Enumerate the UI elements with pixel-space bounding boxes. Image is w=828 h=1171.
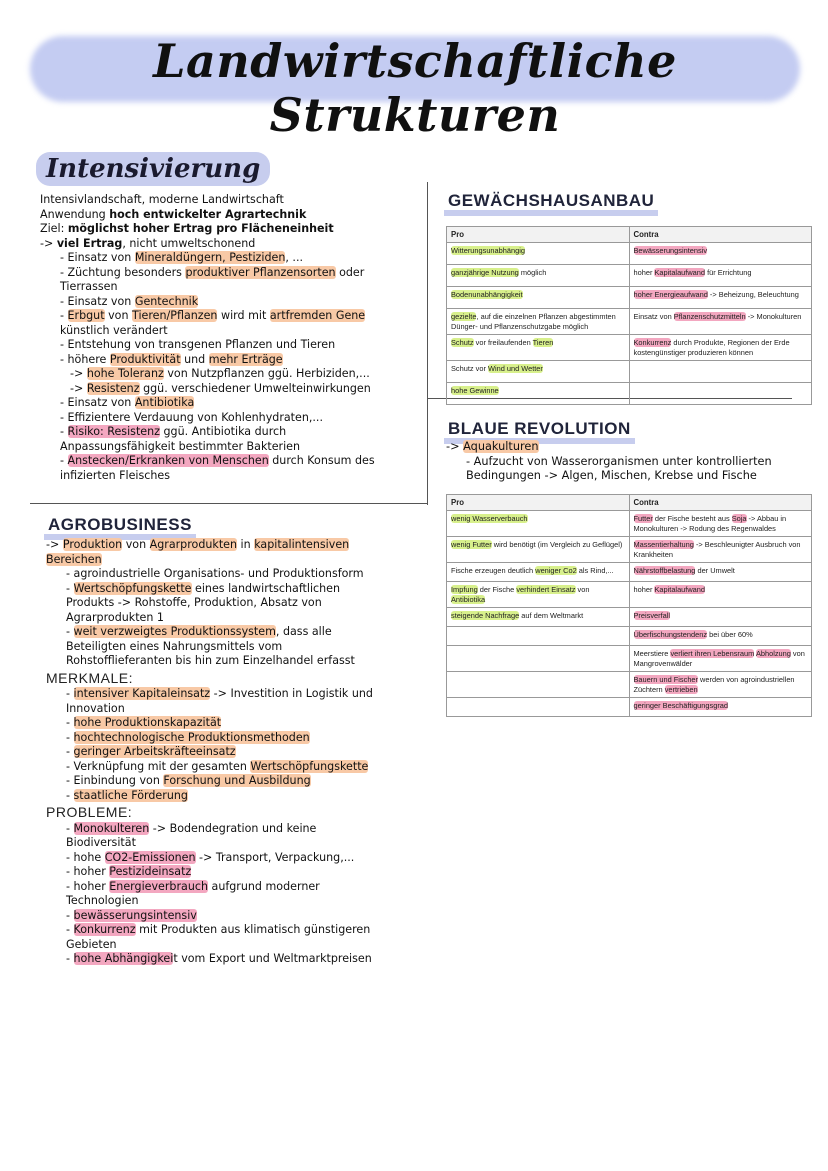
probleme-list xyxy=(46,822,373,967)
note-line xyxy=(46,553,373,568)
table-row xyxy=(447,646,812,672)
highlighted-text: vertrieben xyxy=(664,684,698,694)
note-line xyxy=(46,851,373,866)
text: - xyxy=(66,716,74,729)
highlighted-text: Forschung und Ausbildung xyxy=(163,774,311,787)
text: -> Beschleunigter Ausbruch von Krankheiten xyxy=(633,540,801,559)
text: Beteiligten eines Nahrungsmittels vom xyxy=(66,639,283,653)
note-line xyxy=(40,411,375,426)
cell-contra xyxy=(629,287,812,309)
highlighted-text: Monokulteren xyxy=(73,821,150,835)
table-row xyxy=(447,265,812,287)
section-heading-intensivierung: Intensivierung xyxy=(36,152,270,186)
note-line xyxy=(46,789,373,804)
text: von Mangrovenwälder xyxy=(633,649,805,668)
highlighted-text: Tieren/Pflanzen xyxy=(132,309,218,322)
text: Fische erzeugen deutlich xyxy=(451,566,536,575)
text: von Nutzpflanzen ggü. Herbiziden,... xyxy=(163,367,370,380)
note-line xyxy=(40,353,375,368)
text: Anwendung xyxy=(40,207,110,221)
table-row xyxy=(447,537,812,563)
highlighted-text: Risiko: Resistenz xyxy=(67,425,160,438)
highlighted-text: Antibiotika xyxy=(134,396,195,409)
text: ggü. verschiedener Umwelteinwirkungen xyxy=(139,381,371,395)
merkmale-list xyxy=(46,687,373,803)
cell-pro xyxy=(447,537,630,563)
highlighted-text: Kapitalaufwand xyxy=(654,268,706,277)
note-line xyxy=(46,923,373,938)
note-line xyxy=(46,538,373,553)
table-row xyxy=(447,608,812,627)
highlighted-text: Preisverfall xyxy=(633,611,671,620)
cell-contra xyxy=(629,511,812,537)
note-line xyxy=(40,382,375,397)
highlighted-text: Resistenz xyxy=(86,381,140,395)
highlighted-text: Wertschöpfungskette xyxy=(73,581,192,595)
cell-contra xyxy=(629,383,812,405)
highlighted-text: geringer Beschäftigungsgrad xyxy=(633,701,728,710)
highlighted-text: Gentechnik xyxy=(134,294,199,308)
cell-contra xyxy=(629,698,812,717)
text: Rohstofflieferanten bis hin zum Einzelhandel erfasst xyxy=(66,654,355,667)
highlighted-text: hohe Abhängigkei xyxy=(73,952,174,965)
divider-vertical xyxy=(427,182,428,505)
text: - hohe xyxy=(66,850,105,864)
table-row xyxy=(447,243,812,265)
text: von xyxy=(122,538,150,551)
note-line xyxy=(40,396,375,411)
highlighted-text: Bewässerungsintensiv xyxy=(633,246,708,255)
column-header-contra: Contra xyxy=(629,495,812,511)
note-line xyxy=(446,455,772,470)
text: ggü. Antibiotika durch xyxy=(159,425,287,438)
highlighted-text: Erbgut xyxy=(67,309,105,322)
text: , dass alle xyxy=(275,625,332,638)
note-line xyxy=(40,280,375,295)
page-title: Landwirtschaftliche Strukturen xyxy=(153,34,677,142)
title-banner xyxy=(30,30,800,142)
cell-contra xyxy=(629,582,812,608)
text: - Einbindung von xyxy=(66,774,164,787)
text: aufgrund moderner xyxy=(208,879,320,893)
text: mit Produkten aus klimatisch günstigeren xyxy=(135,923,371,936)
cell-pro xyxy=(447,287,630,309)
highlighted-text: verhindert Einsatz xyxy=(516,585,576,594)
cell-pro xyxy=(447,646,630,672)
text: der Fische besteht aus xyxy=(652,514,732,523)
highlighted-text: Pestizideinsatz xyxy=(109,865,192,878)
highlighted-text: Produktivität xyxy=(109,352,181,366)
table-row xyxy=(447,309,812,335)
highlighted-text: Bereichen xyxy=(46,552,102,566)
note-line xyxy=(46,702,373,717)
highlighted-text: Abholzung xyxy=(755,649,791,658)
cell-contra xyxy=(629,537,812,563)
highlighted-text: Anstecken/Erkranken von Menschen xyxy=(67,454,269,467)
table-header-row xyxy=(447,227,812,243)
text: -> Abbau in Monokulturen -> Rodung des Regenwaldes xyxy=(633,514,787,533)
table-row xyxy=(447,627,812,646)
cell-contra xyxy=(629,646,812,672)
table-row xyxy=(447,287,812,309)
cell-contra xyxy=(629,608,812,627)
highlighted-text: Witterungsunabhängig xyxy=(451,246,525,255)
cell-contra xyxy=(629,243,812,265)
text: - Entstehung von transgenen Pflanzen und Tieren xyxy=(60,338,336,351)
highlighted-text: weit verzweigtes Produktionssystem xyxy=(73,625,276,638)
highlighted-text: Konkurrenz xyxy=(73,923,136,936)
note-line xyxy=(46,760,373,775)
cell-contra xyxy=(629,361,812,383)
text: Innovation xyxy=(66,701,125,715)
table-row xyxy=(447,335,812,361)
highlighted-text: Aquakulturen xyxy=(463,440,539,453)
note-line xyxy=(46,596,373,611)
cell-pro xyxy=(447,672,630,698)
text: der Umwelt xyxy=(695,566,735,575)
highlighted-text: weniger Co2 xyxy=(535,566,577,575)
text: - xyxy=(66,687,74,700)
cell-pro xyxy=(447,335,630,361)
note-line xyxy=(46,952,373,967)
note-line xyxy=(46,938,373,953)
text: - xyxy=(66,625,74,638)
divider-horizontal-left xyxy=(30,503,428,504)
highlighted-text: intensiver Kapitaleinsatz xyxy=(73,687,211,700)
cell-contra xyxy=(629,265,812,287)
note-line xyxy=(46,836,373,851)
note-line xyxy=(40,367,375,382)
highlighted-text: steigende Nachfrage xyxy=(451,611,520,620)
table-row xyxy=(447,582,812,608)
text: -> Transport, Verpackung,... xyxy=(195,850,355,864)
highlighted-text: Soja xyxy=(731,514,747,523)
highlighted-text: Schutz xyxy=(451,338,474,347)
note-line xyxy=(40,266,375,281)
text: -> xyxy=(70,367,87,380)
cell-pro xyxy=(447,243,630,265)
cell-pro xyxy=(447,309,630,335)
text: -> Investition in Logistik und xyxy=(210,687,373,700)
highlighted-text: viel Ertrag xyxy=(56,236,123,250)
note-line xyxy=(46,716,373,731)
probleme-heading: PROBLEME: xyxy=(46,804,133,820)
text: Technologien xyxy=(66,894,139,907)
note-line xyxy=(46,745,373,760)
table-row xyxy=(447,563,812,582)
note-line xyxy=(46,774,373,789)
text: - Effizientere Verdauung von Kohlenhydraten,... xyxy=(60,410,323,424)
text: durch Konsum des xyxy=(268,454,375,467)
note-line xyxy=(46,894,373,909)
blaue-revolution-notes xyxy=(446,440,772,484)
note-line xyxy=(40,454,375,469)
note-line xyxy=(46,822,373,837)
text: Tierrassen xyxy=(60,280,118,293)
note-line xyxy=(46,582,373,597)
highlighted-text: hohe Produktionskapazität xyxy=(73,716,222,729)
highlighted-text: Nährstoffbelastung xyxy=(633,566,696,575)
highlighted-text: CO2-Emissionen xyxy=(104,850,196,864)
text: -> Bodendegration und keine xyxy=(149,821,317,835)
text: von xyxy=(104,309,133,322)
text: oder xyxy=(335,265,365,279)
highlighted-text: Massentierhaltung xyxy=(633,540,694,549)
cell-pro xyxy=(447,582,630,608)
cell-pro xyxy=(447,698,630,717)
highlighted-text: Antibiotika xyxy=(451,594,486,604)
note-line xyxy=(40,324,375,339)
text: - xyxy=(66,821,74,835)
highlighted-text: Überfischungstendenz xyxy=(633,630,708,639)
cell-pro xyxy=(447,563,630,582)
text: Schutz vor xyxy=(451,364,488,373)
text: - xyxy=(60,309,68,322)
note-line xyxy=(46,611,373,626)
text: - Verknüpfung mit der gesamten xyxy=(66,759,251,773)
text: bei über 60% xyxy=(707,630,753,639)
text: - xyxy=(66,581,74,595)
text: - xyxy=(60,425,68,438)
highlighted-text: bewässerungsintensiv xyxy=(73,908,197,922)
highlighted-text: hohe Toleranz xyxy=(86,367,164,380)
text: - xyxy=(66,745,74,758)
note-line xyxy=(46,687,373,702)
highlighted-text: Tieren xyxy=(532,338,554,347)
note-line xyxy=(46,567,373,582)
text: durch Produkte, Regionen der Erde kostengünstiger produzieren können xyxy=(633,338,790,357)
text: Anpassungsfähigkeit bestimmter Bakterien xyxy=(60,439,301,453)
note-line xyxy=(446,440,772,455)
highlighted-text: hoher Energieaufwand xyxy=(633,290,708,299)
cell-contra xyxy=(629,335,812,361)
text: infizierten Fleisches xyxy=(60,468,171,482)
highlighted-text: Pflanzenschutzmitteln xyxy=(673,312,746,321)
text: - Einsatz von xyxy=(60,396,135,409)
section-heading-agrobusiness: AGROBUSINESS xyxy=(44,516,196,540)
highlighted-text: Wind und Wetter xyxy=(487,364,543,373)
intensivierung-notes xyxy=(40,193,375,483)
highlighted-text: Mineraldüngern, Pestiziden xyxy=(134,251,286,264)
note-line xyxy=(40,193,375,208)
note-line xyxy=(46,625,373,640)
note-line xyxy=(40,208,375,223)
text: - Einsatz von xyxy=(60,294,135,308)
note-line xyxy=(40,237,375,252)
highlighted-text: hoch entwickelter Agrartechnik xyxy=(109,207,307,221)
text: - hoher xyxy=(66,865,110,878)
note-line xyxy=(40,222,375,237)
text: - xyxy=(66,923,74,936)
text: - Züchtung besonders xyxy=(60,265,186,279)
note-line xyxy=(46,731,373,746)
text: hoher xyxy=(633,585,655,594)
text: -> Monokulturen xyxy=(745,312,802,321)
text: - Einsatz von xyxy=(60,251,135,264)
text: -> xyxy=(70,381,87,395)
agrobusiness-notes xyxy=(46,538,373,967)
text: - Aufzucht von Wasserorganismen unter kontrollierten xyxy=(466,454,772,468)
highlighted-text: Konkurrenz xyxy=(633,338,672,347)
table-row xyxy=(447,361,812,383)
text: Biodiversität xyxy=(66,836,136,849)
highlighted-text: Wertschöpfungskette xyxy=(250,759,369,773)
section-heading-gewaechshausanbau: GEWÄCHSHAUSANBAU xyxy=(444,192,658,216)
text: - hoher xyxy=(66,879,110,893)
text: -> xyxy=(46,538,63,551)
column-header-pro: Pro xyxy=(447,495,630,511)
highlighted-text: staatliche Förderung xyxy=(73,788,188,802)
note-line xyxy=(40,309,375,324)
text: und xyxy=(180,352,209,366)
highlighted-text: ganzjährige Nutzung xyxy=(451,268,519,277)
text: Produkts -> Rohstoffe, Produktion, Absatz von xyxy=(66,596,322,609)
text: Meerstiere xyxy=(633,649,671,658)
cell-pro xyxy=(447,511,630,537)
text: , auf die einzelnen Pflanzen abgestimmten Dünger- und Pflanzenschutzgabe möglich xyxy=(451,312,616,331)
note-line xyxy=(46,640,373,655)
table-row xyxy=(447,383,812,405)
cell-pro xyxy=(447,383,630,405)
highlighted-text: geringer Arbeitskräfteeinsatz xyxy=(73,745,236,758)
text: Intensivlandschaft, moderne Landwirtschaft xyxy=(40,193,284,206)
cell-contra xyxy=(629,672,812,698)
gewaechshaus-table xyxy=(446,226,812,405)
note-line xyxy=(40,295,375,310)
cell-pro xyxy=(447,627,630,646)
text: hoher xyxy=(633,268,655,277)
text: -> Beheizung, Beleuchtung xyxy=(707,290,799,299)
highlighted-text: möglichst hoher Ertrag pro Flächeneinheit xyxy=(67,222,334,235)
table-row xyxy=(447,511,812,537)
highlighted-text: artfremden Gene xyxy=(269,309,366,322)
note-line xyxy=(46,909,373,924)
highlighted-text: Futter xyxy=(633,514,653,523)
text: - höhere xyxy=(60,352,110,366)
cell-contra xyxy=(629,563,812,582)
text: in xyxy=(237,538,255,551)
text: t vom Export und Weltmarktpreisen xyxy=(173,952,372,965)
highlighted-text: Agrarprodukten xyxy=(149,538,238,551)
section-heading-blaue-revolution: BLAUE REVOLUTION xyxy=(444,420,635,444)
note-line xyxy=(40,251,375,266)
table-header-row xyxy=(447,495,812,511)
blaue-revolution-table xyxy=(446,494,812,717)
highlighted-text: Bodenunabhängigkeit xyxy=(451,290,523,299)
text: Agrarprodukten 1 xyxy=(66,610,164,624)
highlighted-text: Produktion xyxy=(62,538,123,551)
text: - xyxy=(60,454,68,467)
cell-contra xyxy=(629,627,812,646)
cell-contra xyxy=(629,309,812,335)
text: möglich xyxy=(518,268,547,277)
note-line xyxy=(40,425,375,440)
text: , ... xyxy=(285,251,303,264)
text: -> xyxy=(40,236,57,250)
text: Ziel: xyxy=(40,222,68,235)
text: -> xyxy=(446,440,464,453)
highlighted-text: gezielte xyxy=(451,312,477,321)
highlighted-text: Impfung xyxy=(451,585,478,594)
highlighted-text: hohe Gewinne xyxy=(451,386,499,395)
text: wird mit xyxy=(217,309,270,322)
highlighted-text: verliert ihren Lebensraum xyxy=(670,649,755,658)
note-line xyxy=(40,469,375,484)
text: vor freilaufenden xyxy=(473,338,533,347)
text: - xyxy=(66,730,74,744)
highlighted-text: wenig Wasserverbauch xyxy=(451,514,528,523)
highlighted-text: hochtechnologische Produktionsmethoden xyxy=(73,730,310,744)
text: künstlich verändert xyxy=(60,323,168,337)
note-line xyxy=(446,469,772,484)
text: - agroindustrielle Organisations- und Produktionsform xyxy=(66,567,364,580)
column-header-pro: Pro xyxy=(447,227,630,243)
text: , nicht umweltschonend xyxy=(122,236,256,250)
cell-pro xyxy=(447,608,630,627)
note-line xyxy=(40,440,375,455)
note-line xyxy=(46,880,373,895)
text: eines landwirtschaftlichen xyxy=(191,581,341,595)
table-row xyxy=(447,672,812,698)
text: Einsatz von xyxy=(633,312,674,321)
highlighted-text: Bauern und Fischer xyxy=(633,675,698,684)
highlighted-text: kapitalintensiven xyxy=(254,538,350,551)
note-line xyxy=(40,338,375,353)
text: auf dem Weltmarkt xyxy=(519,611,584,620)
highlighted-text: Energieverbrauch xyxy=(109,879,208,893)
agrobusiness-intro xyxy=(46,538,373,669)
note-line xyxy=(46,654,373,669)
highlighted-text: wenig Futter xyxy=(451,540,492,549)
text: als Rind,... xyxy=(576,566,614,575)
column-header-contra: Contra xyxy=(629,227,812,243)
highlighted-text: mehr Erträge xyxy=(208,352,283,366)
text: wird benötigt (im Vergleich zu Geflügel) xyxy=(491,540,623,549)
text: der Fische xyxy=(477,585,517,594)
text: - xyxy=(66,952,74,965)
cell-pro xyxy=(447,361,630,383)
highlighted-text: Kapitalaufwand xyxy=(654,585,706,594)
merkmale-heading: MERKMALE: xyxy=(46,669,133,686)
highlighted-text: produktiver Pflanzensorten xyxy=(185,265,336,279)
text: - xyxy=(66,908,74,922)
note-line xyxy=(46,865,373,880)
text: Gebieten xyxy=(66,937,117,951)
table-row xyxy=(447,698,812,717)
text: - xyxy=(66,788,74,802)
text: Bedingungen -> Algen, Mischen, Krebse und Fische xyxy=(466,469,757,482)
text: von xyxy=(575,585,590,594)
text: für Errichtung xyxy=(705,268,752,277)
cell-pro xyxy=(447,265,630,287)
text: werden von agroindustriellen Züchtern xyxy=(633,675,795,694)
